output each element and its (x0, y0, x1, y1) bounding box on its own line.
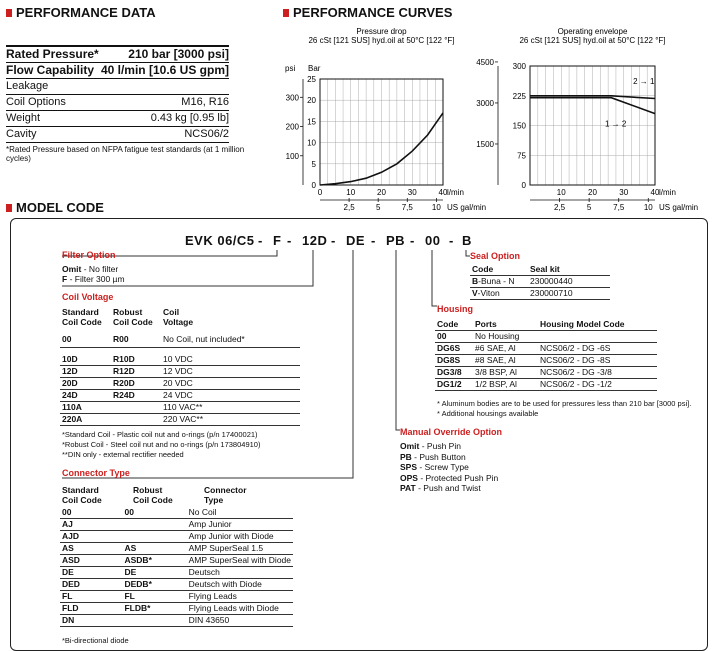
table-row (60, 401, 300, 413)
cell: DG1/2 (435, 379, 473, 391)
x2-tick-label: 7,5 (613, 203, 625, 212)
cell: AJ (60, 519, 122, 531)
psi-tick-label: 4500 (476, 57, 494, 67)
operating-envelope-chart (476, 27, 698, 212)
cell (122, 615, 186, 627)
filter-desc: - No filter (81, 264, 119, 274)
filter-option-title: Filter Option (62, 250, 116, 260)
perf-footnote: *Rated Pressure based on NFPA fatigue test standards (at 1 million cycles) (6, 145, 245, 163)
hdr-line: Coil (163, 307, 180, 317)
table-row (470, 276, 610, 288)
code-filter: F (273, 233, 282, 248)
cell: 230000710 (528, 288, 610, 300)
table-row (60, 333, 300, 347)
connector-note: *Bi-directional diode (62, 636, 129, 645)
cell: 1/2 BSP, Al (473, 379, 538, 391)
filter-desc: - Filter 300 µm (67, 274, 125, 284)
table-row (470, 264, 610, 276)
cell: DG6S (435, 343, 473, 355)
x2-tick-label: 2,5 (554, 203, 566, 212)
cell: Flying Leads (187, 591, 293, 603)
psi-tick-label: 3000 (476, 98, 494, 108)
section-marker-icon (6, 204, 12, 212)
code-coil: 12D (302, 233, 328, 248)
filter-item-f (62, 274, 125, 284)
cell: 3/8 BSP, Al (473, 367, 538, 379)
cell: FL (122, 591, 186, 603)
perf-label: Rated Pressure* (6, 47, 99, 61)
table-row (60, 543, 293, 555)
housing-table (435, 319, 657, 391)
y-tick-label: 25 (307, 75, 316, 84)
cell: R12D (111, 365, 161, 377)
model-code-title (6, 200, 104, 215)
perf-label: Coil Options (6, 96, 66, 108)
override-code: PAT (400, 483, 416, 493)
override-desc: - Protected Push Pin (417, 472, 499, 483)
cell (470, 276, 528, 288)
cell (122, 519, 186, 531)
model-code-title-text: MODEL CODE (16, 200, 104, 215)
cell: DG3/8 (435, 367, 473, 379)
cell: No Coil (187, 507, 293, 519)
y-tick-label: 0 (311, 181, 316, 190)
filter-code: Omit (62, 264, 82, 274)
cell: NCS06/2 - DG -1/2 (538, 379, 657, 391)
cell: R00 (111, 333, 161, 347)
hdr-line: Type (204, 495, 224, 505)
cell (111, 401, 161, 413)
cell: 110 VAC** (161, 401, 300, 413)
coil-voltage-title: Coil Voltage (62, 292, 114, 302)
cell: AS (122, 543, 186, 555)
code-seal: B (462, 233, 472, 248)
x2-axis-unit: US gal/min (659, 203, 699, 212)
psi-tick-label: 200 (285, 122, 299, 132)
cell: R24D (111, 389, 161, 401)
code-connector: DE (346, 233, 366, 248)
y-tick-label: 10 (307, 138, 316, 148)
cell: #6 SAE, Al (473, 343, 538, 355)
x-tick-label: 20 (377, 188, 386, 197)
override-desc: - Push Button (411, 451, 466, 462)
chart-title: Operating envelope (557, 27, 628, 36)
table-row (435, 343, 657, 355)
hdr-line: Standard (62, 307, 99, 317)
cell: DIN 43650 (187, 615, 293, 627)
performance-curves-title (283, 5, 452, 20)
cell: 220 VAC** (161, 413, 300, 425)
perf-value: 0.43 kg [0.95 lb] (150, 112, 229, 124)
table-row (435, 355, 657, 367)
conn-hdr-robust (133, 485, 173, 505)
cell: 00 (435, 331, 473, 343)
x-tick-label: 20 (588, 188, 597, 197)
perf-value: NCS06/2 (184, 128, 229, 140)
code-sep: - (449, 233, 454, 248)
cell: No Housing (473, 331, 538, 343)
table-row (60, 389, 300, 401)
x-tick-label: 10 (556, 188, 566, 197)
coil-hdr-robust (113, 307, 153, 327)
cell (122, 531, 186, 543)
psi-tick-label: 100 (285, 151, 299, 161)
cell: 20 VDC (161, 377, 300, 389)
filter-code: F (62, 274, 68, 284)
x2-tick-label: 5 (586, 203, 592, 212)
code-base: EVK 06/C5 (185, 233, 255, 248)
table-row (60, 603, 293, 615)
manual-override-title: Manual Override Option (400, 427, 503, 437)
cell (470, 288, 528, 300)
y-tick-label: 15 (307, 117, 316, 127)
code-sep: - (371, 233, 376, 248)
connector-type-title: Connector Type (62, 468, 130, 478)
cell (111, 413, 161, 425)
y-tick-label: 150 (512, 121, 526, 131)
header-cell: Ports (473, 319, 538, 331)
list-item (400, 452, 498, 463)
model-code-string (185, 233, 255, 248)
seal-code: B (472, 276, 479, 286)
table-row (60, 519, 293, 531)
cell: DG8S (435, 355, 473, 367)
cell: 230000440 (528, 276, 610, 288)
cell: 20D (60, 377, 111, 389)
table-row (60, 555, 293, 567)
hdr-line: Coil Code (133, 495, 173, 505)
note-line: *Robust Coil - Steel coil nut and no o-rings (p/n 173804910) (62, 440, 261, 449)
override-desc: - Screw Type (417, 462, 469, 472)
cell: 12D (60, 365, 111, 377)
x-axis-unit: l/min (659, 188, 676, 197)
annotation-2-to-1: 2 → 1 (633, 76, 655, 86)
list-item (400, 483, 498, 494)
cell: NCS06/2 - DG -8S (538, 355, 657, 367)
table-row (60, 413, 300, 425)
perf-row-rated-pressure (6, 45, 229, 63)
cell: FLD (60, 603, 122, 615)
annotation-1-to-2: 1 → 2 (605, 119, 627, 129)
coil-hdr-standard (62, 307, 102, 327)
y-right-unit: Bar (308, 64, 321, 73)
table-row (60, 591, 293, 603)
cell: Deutsch with Diode (187, 579, 293, 591)
x-tick-label: 30 (619, 188, 629, 197)
perf-label: Flow Capability (6, 63, 95, 77)
perf-row-flow (6, 63, 229, 79)
y-tick-label: 300 (512, 62, 526, 71)
code-housing: 00 (425, 233, 441, 248)
cell: 12 VDC (161, 365, 300, 377)
x2-axis-unit: US gal/min (447, 203, 487, 212)
override-code: PB (400, 451, 412, 462)
cell: R10D (111, 347, 161, 365)
table-row (435, 331, 657, 343)
hdr-line: Coil Code (62, 495, 102, 505)
code-override: PB (386, 233, 406, 248)
code-sep: - (410, 233, 415, 248)
hdr-line: Voltage (163, 317, 194, 327)
cell: 00 (122, 507, 186, 519)
hdr-line: Standard (62, 485, 99, 495)
note-line: **DIN only - external rectifier needed (62, 450, 184, 459)
performance-data-table (6, 45, 229, 143)
seal-desc: -Buna - N (478, 276, 515, 286)
hdr-line: Connector (204, 485, 247, 495)
x2-tick-label: 10 (643, 203, 653, 212)
x-tick-label: 0 (317, 188, 323, 197)
cell: DE (60, 567, 122, 579)
seal-option-title: Seal Option (470, 251, 521, 261)
y-tick-label: 225 (512, 91, 526, 101)
pressure-drop-chart (285, 27, 486, 212)
cell: Deutsch (187, 567, 293, 579)
performance-data-title-text: PERFORMANCE DATA (16, 5, 156, 20)
y-tick-label: 20 (307, 96, 316, 106)
code-sep: - (287, 233, 292, 248)
perf-label: Weight (6, 112, 41, 124)
cell: No Coil, nut included* (161, 333, 300, 347)
cell: Amp Junior (187, 519, 293, 531)
performance-curves-svg (270, 22, 718, 217)
cell: Amp Junior with Diode (187, 531, 293, 543)
chart-title: Pressure drop (356, 27, 407, 36)
header-cell: Seal kit (528, 264, 610, 276)
cell: NCS06/2 - DG -3/8 (538, 367, 657, 379)
x-axis-unit: l/min (447, 188, 464, 197)
cell: NCS06/2 - DG -6S (538, 343, 657, 355)
note-line: * Aluminum bodies are to be used for pressures less than 210 bar [3000 psi]. (437, 399, 692, 408)
y-tick-label: 0 (521, 181, 526, 190)
perf-row-coil-options (6, 95, 229, 111)
cell: Flying Leads with Diode (187, 603, 293, 615)
section-marker-icon (6, 9, 12, 17)
table-row (60, 507, 293, 519)
coil-notes (62, 430, 260, 460)
cell: 110A (60, 401, 111, 413)
x-tick-label: 30 (407, 188, 417, 197)
y-left-unit: psi (285, 64, 296, 73)
table-row (60, 347, 300, 365)
cell: 24D (60, 389, 111, 401)
header-cell: Code (435, 319, 473, 331)
perf-value: 210 bar [3000 psi] (128, 47, 229, 61)
cell: 00 (60, 333, 111, 347)
note-line: *Standard Coil - Plastic coil nut and o-rings (p/n 17400021) (62, 430, 258, 439)
hdr-line: Coil Code (113, 317, 153, 327)
override-code: OPS (400, 472, 418, 483)
cell: ASDB* (122, 555, 186, 567)
perf-value: 40 l/min [10.6 US gpm] (100, 63, 229, 77)
performance-curves-title-text: PERFORMANCE CURVES (293, 5, 453, 20)
table-row (60, 365, 300, 377)
table-row (60, 377, 300, 389)
x2-tick-label: 10 (431, 203, 441, 212)
cell: 10 VDC (161, 347, 300, 365)
cell: AS (60, 543, 122, 555)
psi-tick-label: 1500 (476, 139, 494, 149)
override-desc: - Push Pin (419, 441, 461, 451)
cell: 24 VDC (161, 389, 300, 401)
cell (538, 331, 657, 343)
seal-code: V (472, 288, 478, 298)
cell: FLDB* (122, 603, 186, 615)
x2-tick-label: 2,5 (343, 203, 355, 212)
perf-label: Cavity (6, 128, 37, 140)
filter-item-omit (62, 264, 118, 274)
housing-title: Housing (437, 304, 473, 314)
cell: DED (60, 579, 122, 591)
table-row (435, 319, 657, 331)
x2-tick-label: 5 (375, 203, 381, 212)
chart-subtitle: 26 cSt [121 SUS] hyd.oil at 50°C [122 °F] (308, 36, 455, 45)
hdr-line: Robust (133, 485, 163, 495)
cell: AJD (60, 531, 122, 543)
perf-row-cavity (6, 127, 229, 143)
override-code: Omit (400, 441, 420, 451)
housing-notes (437, 399, 691, 419)
x2-tick-label: 7,5 (401, 203, 413, 212)
table-row (470, 288, 610, 300)
cell: AMP SuperSeal with Diode (188, 555, 291, 565)
connector-type-table (60, 507, 293, 627)
override-code: SPS (400, 462, 418, 472)
hdr-line: Robust (113, 307, 143, 317)
coil-voltage-table (60, 333, 300, 426)
cell: 10D (60, 347, 111, 365)
conn-hdr-standard (62, 485, 102, 505)
x-tick-label: 40 (650, 188, 660, 197)
override-list (400, 441, 498, 494)
cell: R20D (111, 377, 161, 389)
table-row (435, 379, 657, 391)
hdr-line: Coil Code (62, 317, 102, 327)
table-row (60, 567, 293, 579)
x-tick-label: 10 (346, 188, 356, 197)
perf-row-weight (6, 111, 229, 127)
seal-desc: -Viton (477, 288, 500, 298)
code-sep: - (258, 233, 263, 248)
y-tick-label: 5 (311, 159, 316, 169)
cell: DE (122, 567, 186, 579)
header-cell: Code (470, 264, 528, 276)
table-row (435, 367, 657, 379)
performance-data-title (6, 5, 156, 20)
perf-row-leakage (6, 79, 229, 95)
coil-hdr-voltage (163, 307, 193, 327)
cell: ASD (60, 555, 122, 567)
y-tick-label: 75 (517, 151, 526, 161)
seal-table (470, 264, 610, 300)
x-tick-label: 40 (438, 188, 448, 197)
override-desc: - Push and Twist (415, 483, 481, 493)
perf-value: M16, R16 (181, 96, 229, 108)
chart-subtitle: 26 cSt [121 SUS] hyd.oil at 50°C [122 °F] (519, 36, 666, 45)
cell: #8 SAE, Al (473, 355, 538, 367)
list-item (400, 441, 498, 452)
table-row (60, 531, 293, 543)
header-cell: Housing Model Code (538, 319, 657, 331)
cell: AMP SuperSeal 1.5 (187, 543, 293, 555)
table-row (60, 579, 293, 591)
list-item (400, 462, 498, 473)
section-marker-icon (283, 9, 289, 17)
table-row (60, 615, 293, 627)
conn-hdr-type (204, 485, 247, 505)
cell: 00 (60, 507, 122, 519)
cell: FL (60, 591, 122, 603)
cell: DN (60, 615, 122, 627)
cell: 220A (60, 413, 111, 425)
code-sep: - (331, 233, 336, 248)
perf-label: Leakage (6, 80, 49, 92)
list-item (400, 473, 498, 484)
note-line: * Additional housings available (437, 409, 539, 418)
psi-tick-label: 300 (285, 93, 299, 103)
cell: DEDB* (122, 579, 186, 591)
